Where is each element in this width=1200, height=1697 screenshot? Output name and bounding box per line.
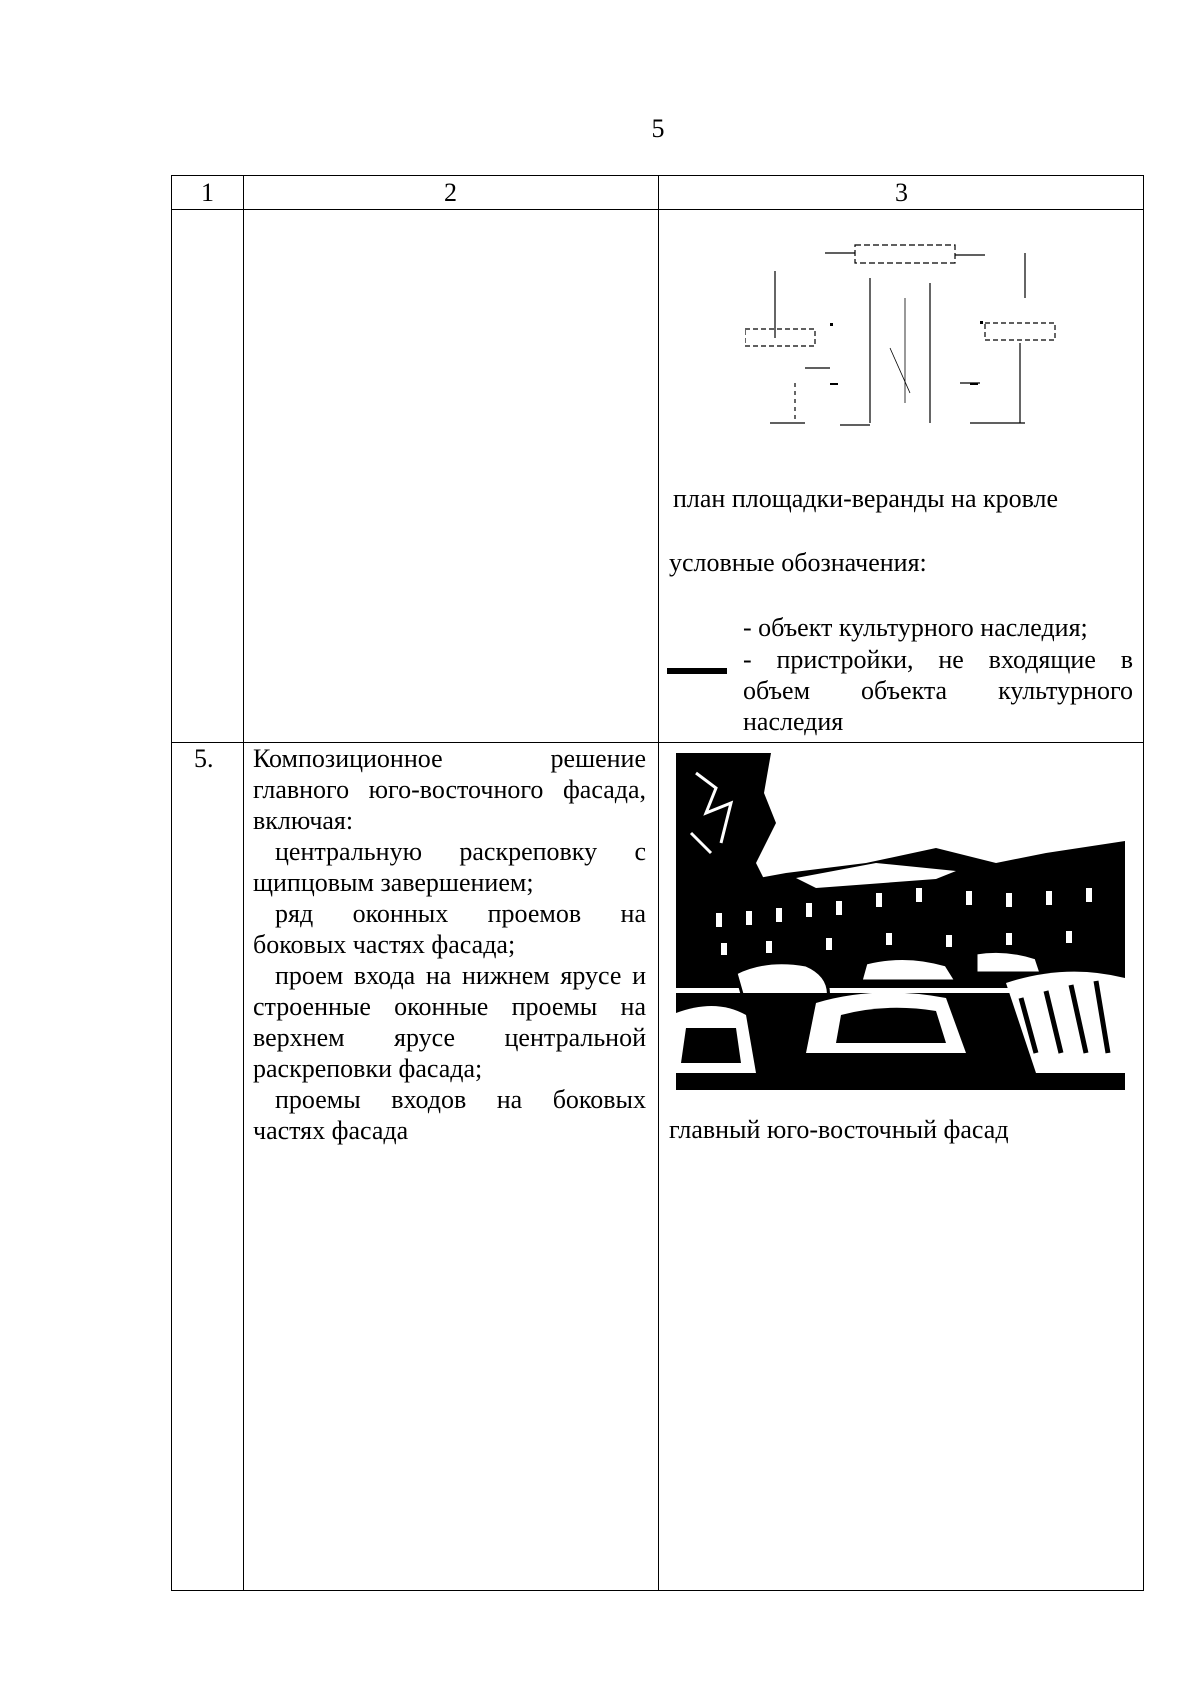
plan-caption: план площадки-веранды на кровле: [673, 484, 1059, 513]
header-col-1: 1: [201, 178, 214, 207]
header-divider: [172, 209, 1143, 210]
description-para: проемы входов на боковых частях фасада: [253, 1085, 646, 1145]
description-para: ряд оконных проемов на боковых частях фасада;: [253, 899, 646, 959]
header-col-2: 2: [444, 178, 457, 207]
description-para: Композиционное решение главного юго-восточного фасада, включая:: [253, 744, 646, 835]
column-divider: [243, 176, 244, 1590]
roof-plan-drawing: [745, 243, 1060, 438]
row-number: 5.: [194, 744, 214, 773]
header-col-3: 3: [895, 178, 908, 207]
description-para: проем входа на нижнем ярусе и строенные оконные проемы на верхнем ярусе центральной раскреповки фасада;: [253, 961, 646, 1083]
description-para: центральную раскреповку с щипцовым завершением;: [253, 837, 646, 897]
column-divider: [658, 176, 659, 1590]
photo-caption: главный юго-восточный фасад: [669, 1115, 1009, 1144]
legend-item-extensions: - пристройки, не входящие в объем объекта культурного наследия: [743, 645, 1133, 736]
page-number: 5: [651, 114, 665, 143]
legend-item-heritage: - объект культурного наследия;: [743, 613, 1088, 642]
legend-title: условные обозначения:: [669, 548, 927, 577]
facade-photo: [676, 753, 1125, 1090]
legend-line-swatch: [667, 668, 727, 674]
